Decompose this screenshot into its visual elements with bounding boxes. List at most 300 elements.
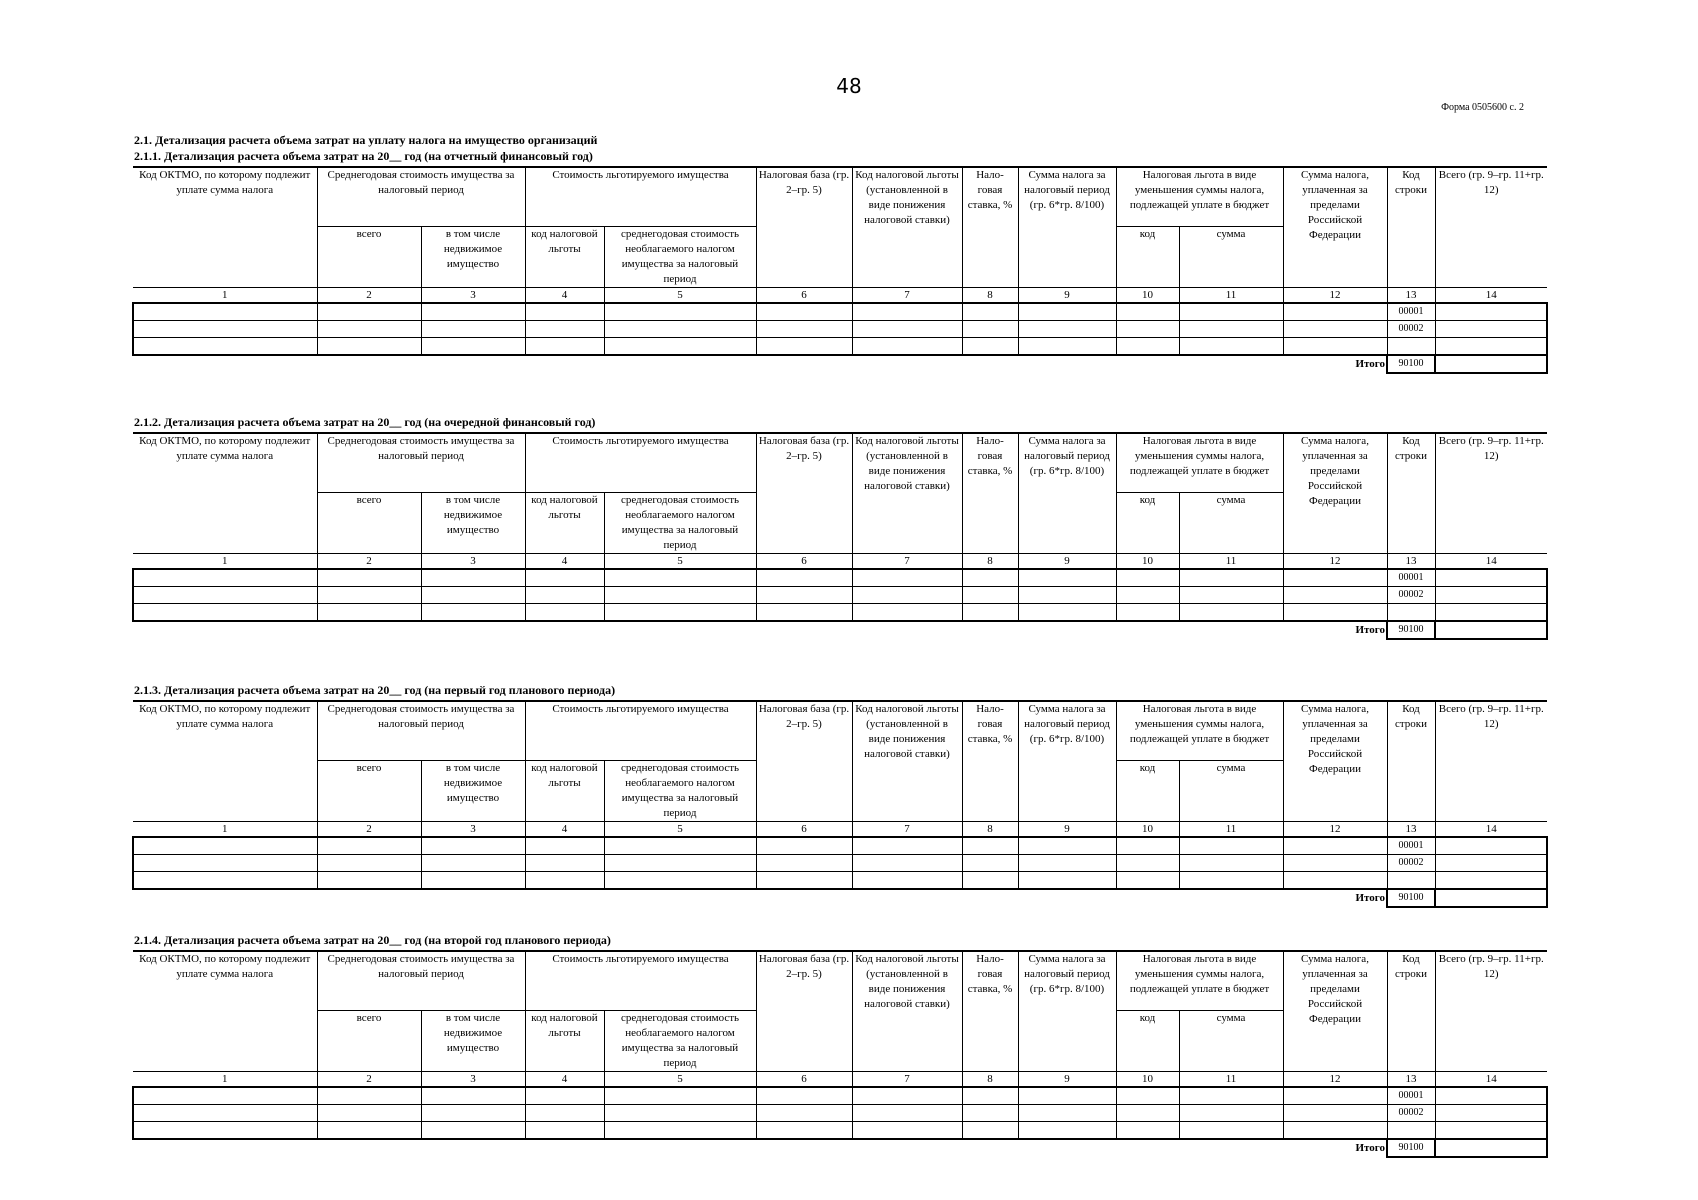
- data-cell[interactable]: [604, 855, 756, 872]
- column-number: 6: [756, 1072, 852, 1088]
- data-cell[interactable]: [852, 587, 962, 604]
- data-cell[interactable]: [525, 338, 604, 356]
- data-cell[interactable]: [962, 604, 1018, 622]
- table-row: [133, 587, 1547, 604]
- header-relief-code: код: [1116, 227, 1179, 288]
- header-tax-relief: Налоговая льгота в виде уменьшения суммы налога, подлежащей уплате в бюджет: [1116, 167, 1283, 227]
- column-number: 10: [1116, 822, 1179, 838]
- data-cell[interactable]: [1283, 321, 1387, 338]
- data-cell[interactable]: [133, 855, 317, 872]
- data-cell[interactable]: [1116, 569, 1179, 587]
- data-cell[interactable]: [1283, 1087, 1387, 1105]
- data-cell[interactable]: [1018, 855, 1116, 872]
- column-number: 7: [852, 1072, 962, 1088]
- column-number: 3: [421, 1072, 525, 1088]
- data-cell[interactable]: [317, 837, 421, 855]
- column-number: 9: [1018, 1072, 1116, 1088]
- data-cell[interactable]: [1179, 872, 1283, 890]
- data-cell[interactable]: [1116, 587, 1179, 604]
- data-cell[interactable]: [1435, 604, 1547, 622]
- data-cell[interactable]: [962, 1122, 1018, 1140]
- data-cell[interactable]: [525, 872, 604, 890]
- header-oktmo: Код ОКТМО, по которому подлежит уплате сумма налога: [133, 167, 317, 288]
- total-value-cell[interactable]: [1435, 621, 1547, 639]
- data-cell[interactable]: [421, 855, 525, 872]
- data-cell[interactable]: [1018, 837, 1116, 855]
- data-cell[interactable]: [1116, 1122, 1179, 1140]
- total-spacer: [133, 355, 1283, 373]
- header-row-code: Код строки: [1387, 951, 1435, 1072]
- row-code-cell: [1387, 604, 1435, 622]
- header-tax-relief: Налоговая льгота в виде уменьшения суммы налога, подлежащей уплате в бюджет: [1116, 433, 1283, 493]
- data-cell[interactable]: [525, 855, 604, 872]
- data-cell[interactable]: [852, 872, 962, 890]
- data-cell[interactable]: [1435, 1105, 1547, 1122]
- data-cell[interactable]: [421, 837, 525, 855]
- data-cell[interactable]: [604, 338, 756, 356]
- data-cell[interactable]: [852, 1105, 962, 1122]
- total-spacer: [133, 889, 1283, 907]
- header-privileged-cost: Стоимость льготируемого имущества: [525, 701, 756, 761]
- data-cell[interactable]: [852, 1122, 962, 1140]
- data-cell[interactable]: [756, 855, 852, 872]
- header-tax-rate: Нало-говая ставка, %: [962, 433, 1018, 554]
- column-number: 5: [604, 288, 756, 304]
- data-cell[interactable]: [604, 872, 756, 890]
- data-cell[interactable]: [604, 321, 756, 338]
- header-tax-rate: Нало-говая ставка, %: [962, 951, 1018, 1072]
- header-avg-cost: Среднегодовая стоимость имущества за налоговый период: [317, 701, 525, 761]
- data-cell[interactable]: [1179, 587, 1283, 604]
- data-cell[interactable]: [133, 338, 317, 356]
- data-cell[interactable]: [421, 587, 525, 604]
- header-privileged-cost: Стоимость льготируемого имущества: [525, 433, 756, 493]
- column-number: 14: [1435, 288, 1547, 304]
- data-cell[interactable]: [1018, 303, 1116, 321]
- data-cell[interactable]: [962, 321, 1018, 338]
- data-cell[interactable]: [756, 321, 852, 338]
- data-cell[interactable]: [317, 1087, 421, 1105]
- header-privilege-code: Код налоговой льготы (установленной в виде понижения налоговой ставки): [852, 701, 962, 822]
- data-cell[interactable]: [1018, 569, 1116, 587]
- data-cell[interactable]: [525, 569, 604, 587]
- total-label: Итого: [1355, 892, 1385, 904]
- data-cell[interactable]: [421, 1122, 525, 1140]
- data-cell[interactable]: [1435, 569, 1547, 587]
- header-relief-sum: сумма: [1179, 761, 1283, 822]
- header-untaxed-cost: среднегодовая стоимость необлагаемого налогом имущества за налоговый период: [604, 1011, 756, 1072]
- calc-table: [132, 432, 1548, 640]
- total-label: Итого: [1355, 358, 1385, 370]
- total-spacer: [133, 621, 1283, 639]
- header-tax-base: Налоговая база (гр. 2–гр. 5): [756, 951, 852, 1072]
- column-number: 12: [1283, 822, 1387, 838]
- page-number: 48: [836, 74, 862, 98]
- column-number: 8: [962, 288, 1018, 304]
- header-relief-sum: сумма: [1179, 227, 1283, 288]
- data-cell[interactable]: [756, 1105, 852, 1122]
- data-cell[interactable]: [1283, 872, 1387, 890]
- data-cell[interactable]: [525, 604, 604, 622]
- data-cell[interactable]: [133, 604, 317, 622]
- header-tax-amount: Сумма налога за налоговый период (гр. 6*гр. 8/100): [1018, 167, 1116, 288]
- data-cell[interactable]: [133, 321, 317, 338]
- table-row: [133, 338, 1547, 356]
- header-oktmo: Код ОКТМО, по которому подлежит уплате сумма налога: [133, 701, 317, 822]
- data-cell[interactable]: [1018, 604, 1116, 622]
- header-avg-cost: Среднегодовая стоимость имущества за налоговый период: [317, 433, 525, 493]
- data-cell[interactable]: [1179, 321, 1283, 338]
- data-cell[interactable]: [604, 604, 756, 622]
- data-cell[interactable]: [421, 872, 525, 890]
- column-number: 7: [852, 554, 962, 570]
- data-cell[interactable]: [852, 1087, 962, 1105]
- data-cell[interactable]: [1435, 303, 1547, 321]
- header-avg-realty: в том числе недвижимое имущество: [421, 493, 525, 554]
- header-privilege-code: Код налоговой льготы (установленной в виде понижения налоговой ставки): [852, 167, 962, 288]
- data-cell[interactable]: [317, 1122, 421, 1140]
- data-cell[interactable]: [756, 1122, 852, 1140]
- row-code-cell: 00001: [1387, 1087, 1435, 1105]
- data-cell[interactable]: [421, 1087, 525, 1105]
- data-cell[interactable]: [962, 587, 1018, 604]
- data-cell[interactable]: [962, 855, 1018, 872]
- column-number: 4: [525, 822, 604, 838]
- data-cell[interactable]: [525, 587, 604, 604]
- column-number: 5: [604, 822, 756, 838]
- column-number: 2: [317, 288, 421, 304]
- data-cell[interactable]: [1018, 1105, 1116, 1122]
- table-row: [133, 837, 1547, 855]
- data-cell[interactable]: [1018, 321, 1116, 338]
- data-cell[interactable]: [421, 338, 525, 356]
- column-number: 8: [962, 822, 1018, 838]
- total-spacer: [133, 1139, 1283, 1157]
- column-number: 11: [1179, 554, 1283, 570]
- data-cell[interactable]: [1179, 1122, 1283, 1140]
- header-row-code: Код строки: [1387, 167, 1435, 288]
- header-privilege-code: Код налоговой льготы (установленной в виде понижения налоговой ставки): [852, 951, 962, 1072]
- data-cell[interactable]: [421, 1105, 525, 1122]
- total-code-cell: 90100: [1387, 889, 1435, 907]
- data-cell[interactable]: [1179, 303, 1283, 321]
- form-label: Форма 0505600 с. 2: [1441, 102, 1524, 113]
- section-title: 2.1.4. Детализация расчета объема затрат на 20__ год (на второй год планового периода): [134, 933, 611, 947]
- table-row: [133, 855, 1547, 872]
- data-cell[interactable]: [1283, 1122, 1387, 1140]
- column-number: 11: [1179, 822, 1283, 838]
- data-cell[interactable]: [756, 604, 852, 622]
- total-code-cell: 90100: [1387, 1139, 1435, 1157]
- data-cell[interactable]: [1179, 837, 1283, 855]
- data-cell[interactable]: [317, 569, 421, 587]
- total-value-cell[interactable]: [1435, 889, 1547, 907]
- data-cell[interactable]: [756, 1087, 852, 1105]
- header-tax-rate: Нало-говая ставка, %: [962, 167, 1018, 288]
- column-number: 2: [317, 554, 421, 570]
- header-tax-base: Налоговая база (гр. 2–гр. 5): [756, 433, 852, 554]
- data-cell[interactable]: [962, 872, 1018, 890]
- header-avg-cost: Среднегодовая стоимость имущества за налоговый период: [317, 951, 525, 1011]
- data-cell[interactable]: [852, 303, 962, 321]
- data-cell[interactable]: [1435, 1087, 1547, 1105]
- data-cell[interactable]: [1435, 587, 1547, 604]
- header-relief-code: код: [1116, 761, 1179, 822]
- header-tax-amount: Сумма налога за налоговый период (гр. 6*гр. 8/100): [1018, 701, 1116, 822]
- data-cell[interactable]: [852, 855, 962, 872]
- data-cell[interactable]: [1435, 837, 1547, 855]
- data-cell[interactable]: [1018, 1087, 1116, 1105]
- data-cell[interactable]: [852, 338, 962, 356]
- header-privileged-cost: Стоимость льготируемого имущества: [525, 951, 756, 1011]
- total-code-cell: 90100: [1387, 621, 1435, 639]
- row-code-cell: 00002: [1387, 587, 1435, 604]
- header-avg-total: всего: [317, 761, 421, 822]
- row-code-cell: 00001: [1387, 837, 1435, 855]
- header-avg-realty: в том числе недвижимое имущество: [421, 227, 525, 288]
- header-untaxed-cost: среднегодовая стоимость необлагаемого налогом имущества за налоговый период: [604, 761, 756, 822]
- column-number: 5: [604, 1072, 756, 1088]
- data-cell[interactable]: [1116, 1105, 1179, 1122]
- header-total: Всего (гр. 9–гр. 11+гр. 12): [1435, 167, 1547, 288]
- data-cell[interactable]: [421, 569, 525, 587]
- data-cell[interactable]: [1116, 837, 1179, 855]
- data-cell[interactable]: [317, 338, 421, 356]
- header-privilege-code-sub: код налоговой льготы: [525, 227, 604, 288]
- data-cell[interactable]: [1116, 855, 1179, 872]
- data-cell[interactable]: [756, 837, 852, 855]
- data-cell[interactable]: [852, 837, 962, 855]
- data-cell[interactable]: [133, 587, 317, 604]
- data-cell[interactable]: [1283, 837, 1387, 855]
- data-cell[interactable]: [1435, 1122, 1547, 1140]
- data-cell[interactable]: [133, 1087, 317, 1105]
- data-cell[interactable]: [1283, 855, 1387, 872]
- data-cell[interactable]: [1435, 321, 1547, 338]
- data-cell[interactable]: [756, 569, 852, 587]
- column-number: 11: [1179, 288, 1283, 304]
- column-number: 14: [1435, 1072, 1547, 1088]
- data-cell[interactable]: [1283, 587, 1387, 604]
- column-number: 4: [525, 554, 604, 570]
- header-tax-relief: Налоговая льгота в виде уменьшения суммы налога, подлежащей уплате в бюджет: [1116, 701, 1283, 761]
- column-number: 14: [1435, 822, 1547, 838]
- data-cell[interactable]: [1283, 338, 1387, 356]
- data-cell[interactable]: [852, 604, 962, 622]
- data-cell[interactable]: [1116, 1087, 1179, 1105]
- header-avg-realty: в том числе недвижимое имущество: [421, 1011, 525, 1072]
- data-cell[interactable]: [962, 1087, 1018, 1105]
- data-cell[interactable]: [525, 1087, 604, 1105]
- table-row: [133, 1105, 1547, 1122]
- data-cell[interactable]: [1179, 569, 1283, 587]
- header-tax-amount: Сумма налога за налоговый период (гр. 6*гр. 8/100): [1018, 951, 1116, 1072]
- header-untaxed-cost: среднегодовая стоимость необлагаемого налогом имущества за налоговый период: [604, 493, 756, 554]
- column-number: 1: [133, 1072, 317, 1088]
- data-cell[interactable]: [962, 1105, 1018, 1122]
- data-cell[interactable]: [317, 604, 421, 622]
- data-cell[interactable]: [962, 569, 1018, 587]
- data-cell[interactable]: [1116, 338, 1179, 356]
- data-cell[interactable]: [525, 1105, 604, 1122]
- data-cell[interactable]: [1018, 872, 1116, 890]
- header-relief-code: код: [1116, 493, 1179, 554]
- calc-table: [132, 700, 1548, 908]
- data-cell[interactable]: [1179, 855, 1283, 872]
- data-cell[interactable]: [317, 303, 421, 321]
- header-privilege-code-sub: код налоговой льготы: [525, 761, 604, 822]
- data-cell[interactable]: [1435, 338, 1547, 356]
- table-row: [133, 1087, 1547, 1105]
- header-total: Всего (гр. 9–гр. 11+гр. 12): [1435, 433, 1547, 554]
- data-cell[interactable]: [525, 837, 604, 855]
- calc-table: [132, 950, 1548, 1158]
- data-cell[interactable]: [317, 872, 421, 890]
- row-code-cell: 00002: [1387, 855, 1435, 872]
- column-number: 1: [133, 822, 317, 838]
- data-cell[interactable]: [317, 855, 421, 872]
- data-cell[interactable]: [133, 1122, 317, 1140]
- row-code-cell: 00002: [1387, 321, 1435, 338]
- table-row: [133, 1122, 1547, 1140]
- data-cell[interactable]: [1283, 303, 1387, 321]
- header-privilege-code-sub: код налоговой льготы: [525, 1011, 604, 1072]
- data-cell[interactable]: [962, 338, 1018, 356]
- column-number: 1: [133, 288, 317, 304]
- header-tax-amount: Сумма налога за налоговый период (гр. 6*гр. 8/100): [1018, 433, 1116, 554]
- data-cell[interactable]: [133, 303, 317, 321]
- data-cell[interactable]: [604, 569, 756, 587]
- data-cell[interactable]: [604, 587, 756, 604]
- data-cell[interactable]: [1179, 1105, 1283, 1122]
- data-cell[interactable]: [1179, 338, 1283, 356]
- row-code-cell: [1387, 338, 1435, 356]
- data-cell[interactable]: [852, 321, 962, 338]
- data-cell[interactable]: [1283, 569, 1387, 587]
- row-code-cell: 00001: [1387, 569, 1435, 587]
- data-cell[interactable]: [525, 321, 604, 338]
- data-cell[interactable]: [1435, 855, 1547, 872]
- data-cell[interactable]: [852, 569, 962, 587]
- total-value-cell[interactable]: [1435, 355, 1547, 373]
- header-total: Всего (гр. 9–гр. 11+гр. 12): [1435, 951, 1547, 1072]
- column-number: 6: [756, 288, 852, 304]
- header-avg-total: всего: [317, 1011, 421, 1072]
- header-avg-total: всего: [317, 493, 421, 554]
- data-cell[interactable]: [1116, 303, 1179, 321]
- column-number: 10: [1116, 288, 1179, 304]
- data-cell[interactable]: [421, 321, 525, 338]
- column-number: 5: [604, 554, 756, 570]
- data-cell[interactable]: [525, 1122, 604, 1140]
- data-cell[interactable]: [1179, 1087, 1283, 1105]
- header-tax-relief: Налоговая льгота в виде уменьшения суммы налога, подлежащей уплате в бюджет: [1116, 951, 1283, 1011]
- header-untaxed-cost: среднегодовая стоимость необлагаемого налогом имущества за налоговый период: [604, 227, 756, 288]
- data-cell[interactable]: [317, 321, 421, 338]
- column-number: 9: [1018, 554, 1116, 570]
- header-foreign-tax: Сумма налога, уплаченная за пределами Российской Федерации: [1283, 433, 1387, 554]
- column-number: 2: [317, 1072, 421, 1088]
- total-code-cell: 90100: [1387, 355, 1435, 373]
- header-total: Всего (гр. 9–гр. 11+гр. 12): [1435, 701, 1547, 822]
- header-relief-sum: сумма: [1179, 1011, 1283, 1072]
- data-cell[interactable]: [1018, 587, 1116, 604]
- column-number: 10: [1116, 1072, 1179, 1088]
- data-cell[interactable]: [525, 303, 604, 321]
- column-number: 10: [1116, 554, 1179, 570]
- data-cell[interactable]: [1435, 872, 1547, 890]
- data-cell[interactable]: [962, 837, 1018, 855]
- data-cell[interactable]: [962, 303, 1018, 321]
- data-cell[interactable]: [1283, 1105, 1387, 1122]
- header-avg-realty: в том числе недвижимое имущество: [421, 761, 525, 822]
- row-code-cell: 00001: [1387, 303, 1435, 321]
- column-number: 14: [1435, 554, 1547, 570]
- header-oktmo: Код ОКТМО, по которому подлежит уплате сумма налога: [133, 951, 317, 1072]
- data-cell[interactable]: [756, 587, 852, 604]
- data-cell[interactable]: [604, 1105, 756, 1122]
- row-code-cell: [1387, 1122, 1435, 1140]
- data-cell[interactable]: [1179, 604, 1283, 622]
- header-tax-base: Налоговая база (гр. 2–гр. 5): [756, 701, 852, 822]
- data-cell[interactable]: [1116, 872, 1179, 890]
- data-cell[interactable]: [604, 303, 756, 321]
- data-cell[interactable]: [133, 837, 317, 855]
- data-cell[interactable]: [1018, 1122, 1116, 1140]
- column-number: 13: [1387, 554, 1435, 570]
- data-cell[interactable]: [317, 587, 421, 604]
- data-cell[interactable]: [1116, 604, 1179, 622]
- column-number: 12: [1283, 1072, 1387, 1088]
- column-number: 12: [1283, 288, 1387, 304]
- data-cell[interactable]: [317, 1105, 421, 1122]
- data-cell[interactable]: [421, 303, 525, 321]
- column-number: 9: [1018, 822, 1116, 838]
- column-number: 4: [525, 288, 604, 304]
- data-cell[interactable]: [1116, 321, 1179, 338]
- data-cell[interactable]: [604, 1122, 756, 1140]
- data-cell[interactable]: [604, 1087, 756, 1105]
- header-tax-rate: Нало-говая ставка, %: [962, 701, 1018, 822]
- data-cell[interactable]: [756, 303, 852, 321]
- column-number: 1: [133, 554, 317, 570]
- column-number: 9: [1018, 288, 1116, 304]
- header-privilege-code: Код налоговой льготы (установленной в виде понижения налоговой ставки): [852, 433, 962, 554]
- column-number: 7: [852, 822, 962, 838]
- data-cell[interactable]: [1283, 604, 1387, 622]
- data-cell[interactable]: [756, 338, 852, 356]
- section-title: 2.1.3. Детализация расчета объема затрат на 20__ год (на первый год планового периода): [134, 683, 616, 697]
- data-cell[interactable]: [133, 1105, 317, 1122]
- column-number: 12: [1283, 554, 1387, 570]
- data-cell[interactable]: [421, 604, 525, 622]
- header-avg-total: всего: [317, 227, 421, 288]
- header-row-code: Код строки: [1387, 433, 1435, 554]
- header-oktmo: Код ОКТМО, по которому подлежит уплате сумма налога: [133, 433, 317, 554]
- column-number: 3: [421, 554, 525, 570]
- column-number: 11: [1179, 1072, 1283, 1088]
- column-number: 13: [1387, 822, 1435, 838]
- data-cell[interactable]: [1018, 338, 1116, 356]
- data-cell[interactable]: [604, 837, 756, 855]
- total-value-cell[interactable]: [1435, 1139, 1547, 1157]
- header-relief-code: код: [1116, 1011, 1179, 1072]
- data-cell[interactable]: [133, 569, 317, 587]
- header-foreign-tax: Сумма налога, уплаченная за пределами Российской Федерации: [1283, 951, 1387, 1072]
- data-cell[interactable]: [133, 872, 317, 890]
- header-privilege-code-sub: код налоговой льготы: [525, 493, 604, 554]
- data-cell[interactable]: [756, 872, 852, 890]
